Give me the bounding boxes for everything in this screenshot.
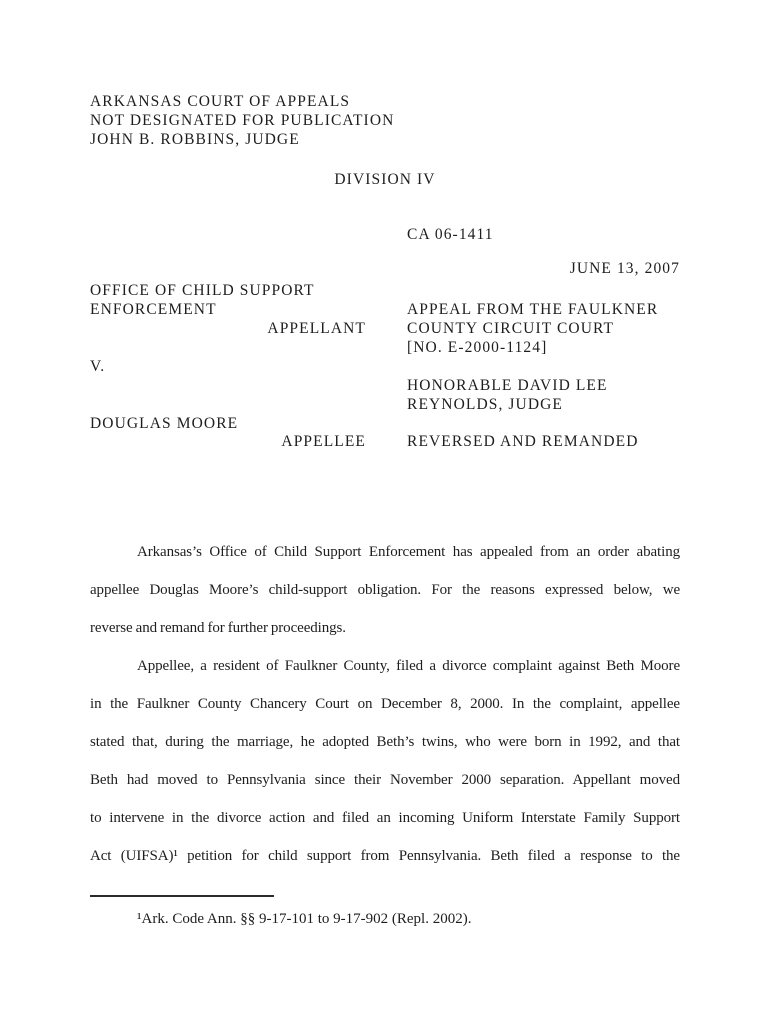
appellant-name-line1: OFFICE OF CHILD SUPPORT: [90, 282, 315, 299]
appellant-name-line2: ENFORCEMENT: [90, 301, 217, 318]
body-line: in the Faulkner County Chancery Court on December 8, 2000. In the complaint, appellee: [90, 696, 680, 712]
publication-status: NOT DESIGNATED FOR PUBLICATION: [90, 112, 395, 129]
versus-label: V.: [90, 358, 106, 375]
body-line: appellee Douglas Moore’s child-support obligation. For the reasons expressed below, we: [90, 582, 680, 598]
trial-judge-line1: HONORABLE DAVID LEE: [407, 377, 608, 394]
body-line: to intervene in the divorce action and filed an incoming Uniform Interstate Family Support: [90, 810, 680, 826]
body-line: Act (UIFSA)¹ petition for child support from Pennsylvania. Beth filed a response to the: [90, 848, 680, 864]
body-line: Arkansas’s Office of Child Support Enforcement has appealed from an order abating: [137, 544, 680, 560]
footnote-separator: [90, 895, 274, 897]
appellee-label: APPELLEE: [281, 433, 366, 450]
trial-judge-line2: REYNOLDS, JUDGE: [407, 396, 563, 413]
appellant-label: APPELLANT: [267, 320, 366, 337]
opinion-body: [90, 533, 680, 875]
appeal-from-line2: COUNTY CIRCUIT COURT: [407, 320, 615, 337]
body-line: Appellee, a resident of Faulkner County, filed a divorce complaint against Beth Moore: [137, 658, 680, 674]
appellee-name: DOUGLAS MOORE: [90, 415, 239, 432]
docket-number: [NO. E-2000-1124]: [407, 339, 548, 356]
case-number: CA 06-1411: [407, 226, 494, 243]
court-name: ARKANSAS COURT OF APPEALS: [90, 93, 351, 110]
footnote-text: ¹Ark. Code Ann. §§ 9-17-101 to 9-17-902 (Repl. 2002).: [137, 911, 472, 927]
appeal-from-line1: APPEAL FROM THE FAULKNER: [407, 301, 659, 318]
disposition: REVERSED AND REMANDED: [407, 433, 639, 450]
body-line: Beth had moved to Pennsylvania since their November 2000 separation. Appellant moved: [90, 772, 680, 788]
division-label: DIVISION IV: [334, 171, 436, 188]
authoring-judge: JOHN B. ROBBINS, JUDGE: [90, 131, 300, 148]
body-line: reverse and remand for further proceedings.: [90, 620, 346, 636]
body-line: stated that, during the marriage, he adopted Beth’s twins, who were born in 1992, and that: [90, 734, 680, 750]
decision-date: JUNE 13, 2007: [569, 260, 680, 277]
